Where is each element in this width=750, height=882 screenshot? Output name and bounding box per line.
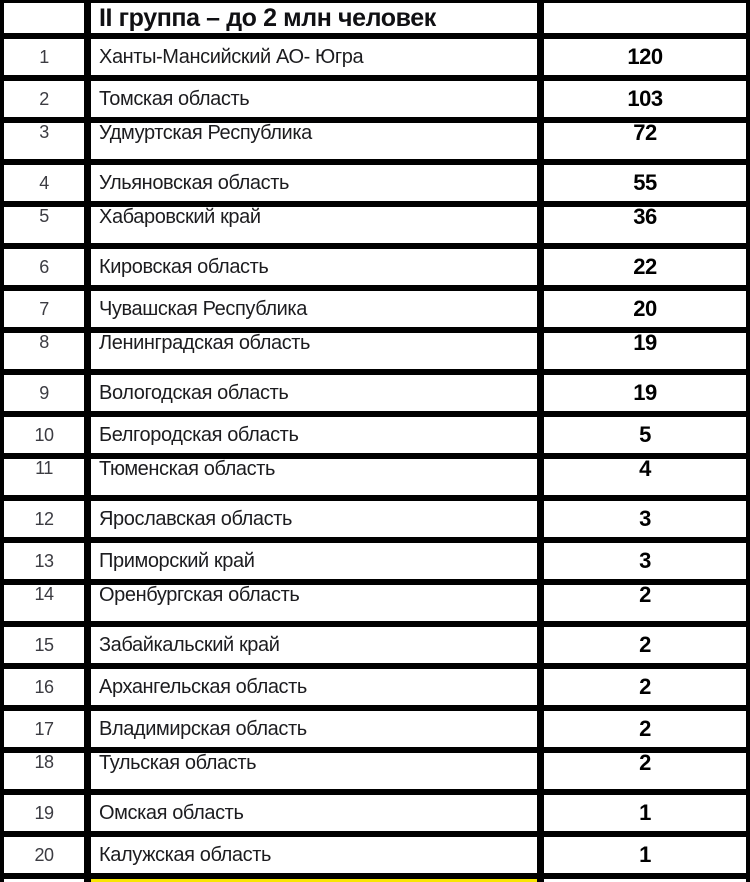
rank-cell: 4 [4,165,84,201]
value-cell: 72 [544,123,746,159]
rank-cell: 11 [4,459,84,495]
value-cell: 2 [544,711,746,747]
rank-cell: 1 [4,39,84,75]
value-cell: 1 [544,837,746,873]
rank-cell: 5 [4,207,84,243]
region-cell: Ханты-Мансийский АО- Югра [91,39,537,75]
rank-cell: 15 [4,627,84,663]
value-cell: 19 [544,333,746,369]
region-cell: Кировская область [91,249,537,285]
value-cell: 2 [544,753,746,789]
table-title: II группа – до 2 млн человек [91,3,537,33]
region-cell: Оренбургская область [91,585,537,621]
region-cell: Томская область [91,81,537,117]
value-cell: 5 [544,417,746,453]
rank-cell: 20 [4,837,84,873]
region-cell: Владимирская область [91,711,537,747]
region-cell: Вологодская область [91,375,537,411]
value-cell: 3 [544,501,746,537]
rank-cell: 8 [4,333,84,369]
region-cell: Удмуртская Республика [91,123,537,159]
rank-cell: 19 [4,795,84,831]
header-rank-cell [4,3,84,33]
value-cell: 4 [544,459,746,495]
region-cell: Тульская область [91,753,537,789]
region-cell: Омская область [91,795,537,831]
region-cell: Чувашская Республика [91,291,537,327]
value-cell: 1 [544,795,746,831]
rank-cell: 14 [4,585,84,621]
rank-cell: 18 [4,753,84,789]
value-cell: 2 [544,627,746,663]
rank-cell: 7 [4,291,84,327]
region-cell: Ярославская область [91,501,537,537]
value-cell: 36 [544,207,746,243]
value-cell: 20 [544,291,746,327]
region-cell: Ленинградская область [91,333,537,369]
value-cell: 103 [544,81,746,117]
region-cell: Приморский край [91,543,537,579]
region-cell: Калужская область [91,837,537,873]
value-cell: 2 [544,669,746,705]
region-cell: Тюменская область [91,459,537,495]
rank-cell: 13 [4,543,84,579]
header-value-cell [544,3,746,33]
region-cell: Забайкальский край [91,627,537,663]
rank-cell: 12 [4,501,84,537]
region-cell: Архангельская область [91,669,537,705]
rank-cell: 9 [4,375,84,411]
value-cell: 3 [544,543,746,579]
rank-cell: 3 [4,123,84,159]
region-cell: Ульяновская область [91,165,537,201]
rank-cell: 17 [4,711,84,747]
value-cell: 22 [544,249,746,285]
rank-cell: 10 [4,417,84,453]
region-cell: Хабаровский край [91,207,537,243]
value-cell: 2 [544,585,746,621]
value-cell: 19 [544,375,746,411]
rank-cell: 2 [4,81,84,117]
value-cell: 55 [544,165,746,201]
rank-cell: 6 [4,249,84,285]
rank-cell: 16 [4,669,84,705]
value-cell: 120 [544,39,746,75]
region-cell: Белгородская область [91,417,537,453]
